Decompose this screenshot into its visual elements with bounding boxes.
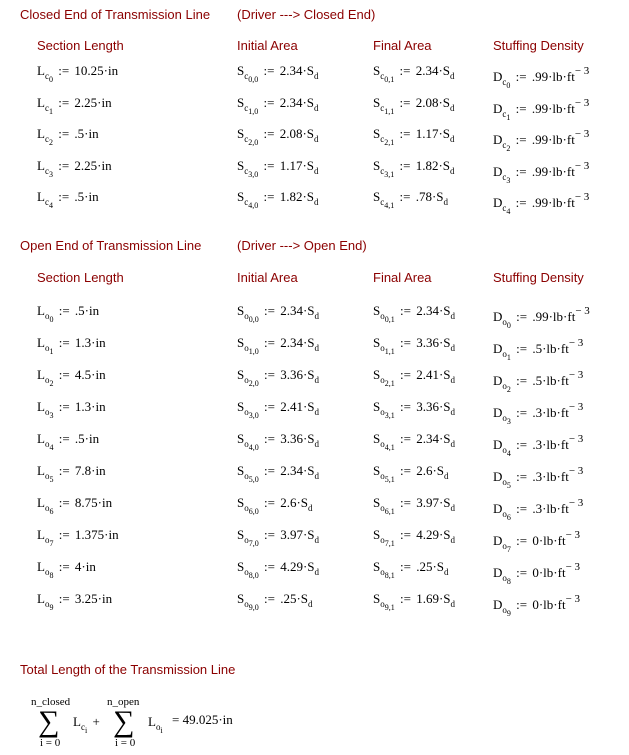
open-final-area-2: $S_{o_{2,1}}$ := $2.41\cdot S_d$ [373, 367, 455, 388]
closed-density-1: $D_{c_1}$ := $.99\cdot lb\cdot ft^{- 3}$ [493, 96, 590, 122]
open-initial-area-1: $S_{o_{1,0}}$ := $2.34\cdot S_d$ [237, 335, 319, 356]
closed-final-area-0: $S_{c_{0,1}}$ := $2.34\cdot S_d$ [373, 63, 455, 84]
closed-final-area-2: $S_{c_{2,1}}$ := $1.17\cdot S_d$ [373, 126, 455, 147]
open-length-9: $L_{o_9}$ := 3.25·in [37, 591, 113, 612]
open-header-initial: Initial Area [237, 270, 298, 285]
closed-final-area-1: $S_{c_{1,1}}$ := $2.08\cdot S_d$ [373, 94, 455, 116]
open-initial-area-5: $S_{o_{5,0}}$ := $2.34\cdot S_d$ [237, 463, 319, 484]
closed-header-final: Final Area [373, 38, 432, 53]
closed-density-3: $D_{c_3}$ := $.99\cdot lb\cdot ft^{- 3}$ [493, 159, 590, 185]
closed-section-subtitle: (Driver ---> Closed End) [237, 7, 376, 22]
open-density-9: $D_{o_9}$ := $0\cdot lb\cdot ft^{- 3}$ [493, 593, 581, 618]
sigma-closed: ∑ [38, 705, 60, 738]
open-length-6: $L_{o_6}$ := 8.75·in [37, 495, 113, 516]
open-length-1: $L_{o_1}$ := 1.3·in [37, 335, 106, 356]
open-initial-area-9: $S_{o_{9,0}}$ := $.25\cdot S_d$ [237, 591, 313, 612]
open-density-8: $D_{o_8}$ := $0\cdot lb\cdot ft^{- 3}$ [493, 561, 581, 586]
open-final-area-5: $S_{o_{5,1}}$ := $2.6\cdot S_d$ [373, 463, 449, 484]
open-initial-area-8: $S_{o_{8,0}}$ := $4.29\cdot S_d$ [237, 559, 319, 580]
closed-header-length: Section Length [37, 38, 124, 53]
closed-initial-area-0: $S_{c_{0,0}}$ := $2.34\cdot S_d$ [237, 63, 319, 84]
closed-length-4: $L_{c_4}$ := .5·in [37, 189, 99, 210]
open-initial-area-4: $S_{o_{4,0}}$ := $3.36\cdot S_d$ [237, 431, 319, 452]
closed-initial-area-2: $S_{c_{2,0}}$ := $2.08\cdot S_d$ [237, 126, 319, 147]
open-density-3: $D_{o_3}$ := $.3\cdot lb\cdot ft^{- 3}$ [493, 401, 584, 426]
open-section-title: Open End of Transmission Line [20, 238, 202, 253]
closed-header-initial: Initial Area [237, 38, 298, 53]
open-initial-area-0: $S_{o_{0,0}}$ := $2.34\cdot S_d$ [237, 303, 319, 324]
open-initial-area-3: $S_{o_{3,0}}$ := $2.41\cdot S_d$ [237, 399, 319, 420]
closed-density-2: $D_{c_2}$ := $.99\cdot lb\cdot ft^{- 3}$ [493, 128, 590, 153]
closed-length-0: $L_{c_0}$ := 10.25·in [37, 63, 119, 84]
open-initial-area-2: $S_{o_{2,0}}$ := $3.36\cdot S_d$ [237, 367, 319, 388]
sigma-open: ∑ [113, 705, 135, 738]
closed-length-3: $L_{c_3}$ := 2.25·in [37, 157, 112, 179]
sum-term-open: $L_{o_i}$ [148, 714, 163, 735]
total-result: = 49.025·in [172, 712, 233, 727]
closed-length-2: $L_{c_2}$ := .5·in [37, 126, 99, 147]
open-final-area-3: $S_{o_{3,1}}$ := $3.36\cdot S_d$ [373, 399, 455, 420]
open-header-final: Final Area [373, 270, 432, 285]
closed-density-4: $D_{c_4}$ := $.99\cdot lb\cdot ft^{- 3}$ [493, 191, 590, 216]
closed-length-1: $L_{c_1}$ := 2.25·in [37, 94, 112, 116]
open-section-subtitle: (Driver ---> Open End) [237, 238, 367, 253]
sum-upper-closed: n_closed [31, 696, 71, 708]
open-header-length: Section Length [37, 270, 124, 285]
open-header-density: Stuffing Density [493, 270, 584, 285]
open-density-5: $D_{o_5}$ := $.3\cdot lb\cdot ft^{- 3}$ [493, 465, 584, 490]
open-density-7: $D_{o_7}$ := $0\cdot lb\cdot ft^{- 3}$ [493, 529, 581, 554]
open-density-4: $D_{o_4}$ := $.3\cdot lb\cdot ft^{- 3}$ [493, 433, 584, 458]
closed-initial-area-4: $S_{c_{4,0}}$ := $1.82\cdot S_d$ [237, 189, 319, 210]
open-density-1: $D_{o_1}$ := $.5\cdot lb\cdot ft^{- 3}$ [493, 337, 584, 362]
open-length-0: $L_{o_0}$ := .5·in [37, 303, 100, 324]
closed-final-area-4: $S_{c_{4,1}}$ := $.78\cdot S_d$ [373, 189, 448, 210]
open-length-4: $L_{o_4}$ := .5·in [37, 431, 100, 452]
open-length-3: $L_{o_3}$ := 1.3·in [37, 399, 106, 420]
open-density-2: $D_{o_2}$ := $.5\cdot lb\cdot ft^{- 3}$ [493, 369, 584, 394]
open-final-area-6: $S_{o_{6,1}}$ := $3.97\cdot S_d$ [373, 495, 455, 516]
open-density-0: $D_{o_0}$ := $.99\cdot lb\cdot ft^{- 3}$ [493, 305, 590, 330]
open-final-area-0: $S_{o_{0,1}}$ := $2.34\cdot S_d$ [373, 303, 455, 324]
sum-upper-open: n_open [107, 696, 140, 708]
closed-header-density: Stuffing Density [493, 38, 584, 53]
sum-lower-open: i = 0 [115, 737, 136, 749]
open-density-6: $D_{o_6}$ := $.3\cdot lb\cdot ft^{- 3}$ [493, 497, 584, 522]
closed-section-title: Closed End of Transmission Line [20, 7, 211, 22]
open-final-area-4: $S_{o_{4,1}}$ := $2.34\cdot S_d$ [373, 431, 455, 452]
open-length-7: $L_{o_7}$ := 1.375·in [37, 527, 119, 548]
open-final-area-1: $S_{o_{1,1}}$ := $3.36\cdot S_d$ [373, 335, 455, 356]
open-final-area-8: $S_{o_{8,1}}$ := $.25\cdot S_d$ [373, 559, 449, 580]
open-length-8: $L_{o_8}$ := 4·in [37, 559, 96, 580]
closed-density-0: $D_{c_0}$ := $.99\cdot lb\cdot ft^{- 3}$ [493, 65, 590, 90]
open-length-5: $L_{o_5}$ := 7.8·in [37, 463, 106, 484]
closed-final-area-3: $S_{c_{3,1}}$ := $1.82\cdot S_d$ [373, 157, 455, 179]
sum-lower-closed: i = 0 [40, 737, 61, 749]
sum-term-closed: $L_{c_i}$ + [73, 714, 100, 735]
open-length-2: $L_{o_2}$ := 4.5·in [37, 367, 106, 388]
closed-initial-area-1: $S_{c_{1,0}}$ := $2.34\cdot S_d$ [237, 94, 319, 116]
open-initial-area-7: $S_{o_{7,0}}$ := $3.97\cdot S_d$ [237, 527, 319, 548]
open-final-area-7: $S_{o_{7,1}}$ := $4.29\cdot S_d$ [373, 527, 455, 548]
closed-initial-area-3: $S_{c_{3,0}}$ := $1.17\cdot S_d$ [237, 157, 319, 179]
open-initial-area-6: $S_{o_{6,0}}$ := $2.6\cdot S_d$ [237, 495, 313, 516]
open-final-area-9: $S_{o_{9,1}}$ := $1.69\cdot S_d$ [373, 591, 455, 612]
total-title: Total Length of the Transmission Line [20, 662, 236, 677]
